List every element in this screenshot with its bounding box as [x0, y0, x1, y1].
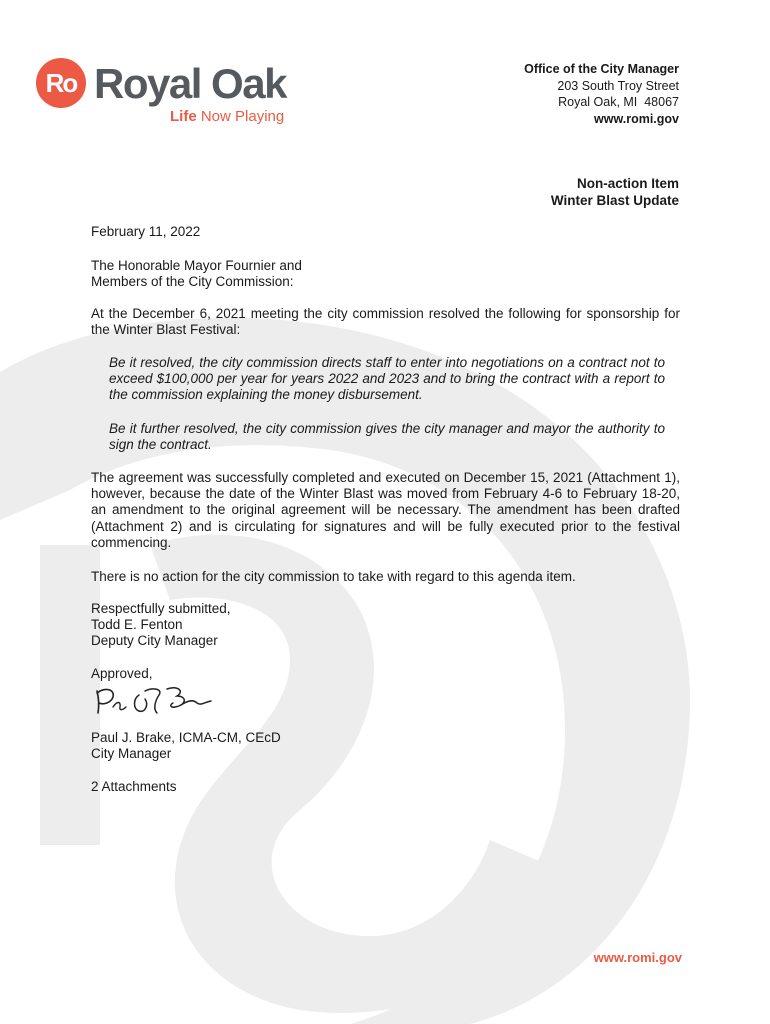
- office-website-link[interactable]: www.romi.gov: [594, 111, 679, 126]
- approved-label: Approved,: [91, 666, 153, 681]
- subject-line-2: Winter Blast Update: [550, 193, 679, 208]
- royal-oak-logo: [36, 58, 306, 128]
- approver-name: Paul J. Brake, ICMA-CM, CEcD: [91, 730, 281, 745]
- subject-block: [551, 175, 679, 209]
- salutation-line-1: The Honorable Mayor Fournier and: [91, 258, 302, 273]
- sender-name: Todd E. Fenton: [91, 617, 183, 633]
- office-address-block: [524, 61, 679, 127]
- attachments-note: 2 Attachments: [91, 779, 177, 794]
- sender-title: Deputy City Manager: [91, 633, 218, 649]
- logo-tagline-rest: Now Playing: [196, 108, 285, 125]
- logo-wordmark: Royal Oak: [94, 60, 286, 107]
- agreement-paragraph: The agreement was successfully completed and executed on December 15, 2021 (Attachment 1), however, because the date of the Winter Blast was moved from February 4-6 to February 18-20, an amendment to the original agreement will be necessary. The amendment has been drafted (Attachment 2) and is circulating for signatures and will be fully executed prior to the festival commencing.: [91, 470, 680, 550]
- logo-tagline: [170, 108, 284, 125]
- no-action-paragraph: There is no action for the city commission to take with regard to this agenda item.: [91, 569, 576, 584]
- intro-paragraph: At the December 6, 2021 meeting the city commission resolved the following for sponsorship for the Winter Blast Festival:: [91, 306, 680, 338]
- approver-title: City Manager: [91, 746, 172, 762]
- approver-block: [91, 730, 680, 762]
- letter-date: February 11, 2022: [91, 224, 201, 239]
- footer-website-link[interactable]: www.romi.gov: [593, 950, 682, 965]
- resolution-paragraph-1: Be it resolved, the city commission directs staff to enter into negotiations on a contract not to exceed $100,000 per year for years 2022 and 2023 and to bring the contract with a report to the commission explaining the money disbursement.: [109, 355, 665, 403]
- closing-text: Respectfully submitted,: [91, 601, 231, 616]
- handwritten-signature: [93, 683, 223, 719]
- resolution-paragraph-2: Be it further resolved, the city commission gives the city manager and mayor the authority to sign the contract.: [109, 421, 665, 453]
- office-city: Royal Oak, MI 48067: [558, 95, 679, 109]
- office-title: Office of the City Manager: [524, 62, 679, 76]
- salutation: [91, 258, 680, 290]
- office-street: 203 South Troy Street: [557, 78, 679, 93]
- closing-block: [91, 601, 680, 650]
- logo-monogram-icon: Ro: [36, 58, 86, 108]
- logo-tagline-bold: Life: [170, 108, 197, 125]
- salutation-line-2: Members of the City Commission:: [91, 274, 294, 290]
- subject-line-1: Non-action Item: [576, 176, 679, 191]
